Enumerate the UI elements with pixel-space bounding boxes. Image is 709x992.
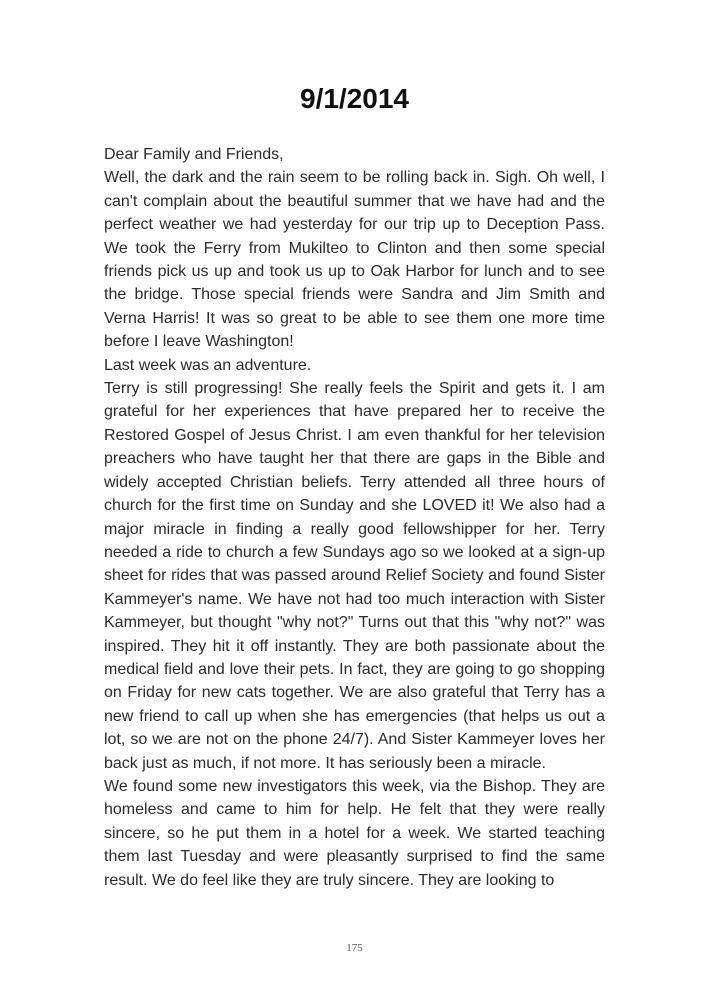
greeting: Dear Family and Friends, — [104, 146, 284, 163]
page-title: 9/1/2014 — [300, 83, 409, 114]
paragraph: Well, the dark and the rain seem to be rolling back in. Sigh. Oh well, I can't complain about the beautiful summer that we have had and the perfect weather we had yesterday for our trip up to Deception Pass. We took the Ferry from Mukilteo to Clinton and then some special friends pick us up and took us up to Oak Harbor for lunch and to see the bridge. Those special friends were Sandra and Jim Smith and Verna Harris! It was so great to be able to see them one more time before I leave Washington! — [104, 169, 605, 351]
paragraph: Terry is still progressing! She really feels the Spirit and gets it. I am grateful for her experiences that have prepared her to receive the Restored Gospel of Jesus Christ. I am even thankful for her television preachers who have taught her that there are gaps in the Bible and widely accepted Christian beliefs. Terry attended all three hours of church for the first time on Sunday and she LOVED it! We also had a major miracle in finding a really good fellowshipper for her. Terry needed a ride to church a few Sundays ago so we looked at a sign-up sheet for rides that was passed around Relief Society and found Sister Kammeyer's name. We have not had too much interaction with Sister Kammeyer, but thought "why not?" Turns out that this "why not?" was inspired. They hit it off instantly. They are both passionate about the medical field and love their pets. In fact, they are going to go shopping on Friday for new cats together. We are also grateful that Terry has a new friend to call up when she has emergencies (that helps us out a lot, so we are not on the phone 24/7). And Sister Kammeyer loves her back just as much, if not more. It has seriously been a miracle. — [104, 380, 605, 772]
paragraph: We found some new investigators this week, via the Bishop. They are homeless and came to him for help. He felt that they were really sincere, so he put them in a hotel for a week. We started teaching them last Tuesday and were pleasantly surprised to find the same result. We do feel like they are truly sincere. They are looking to — [104, 777, 605, 889]
page-number: 175 — [346, 942, 363, 954]
letter-body — [104, 143, 605, 892]
paragraph: Last week was an adventure. — [104, 356, 312, 374]
